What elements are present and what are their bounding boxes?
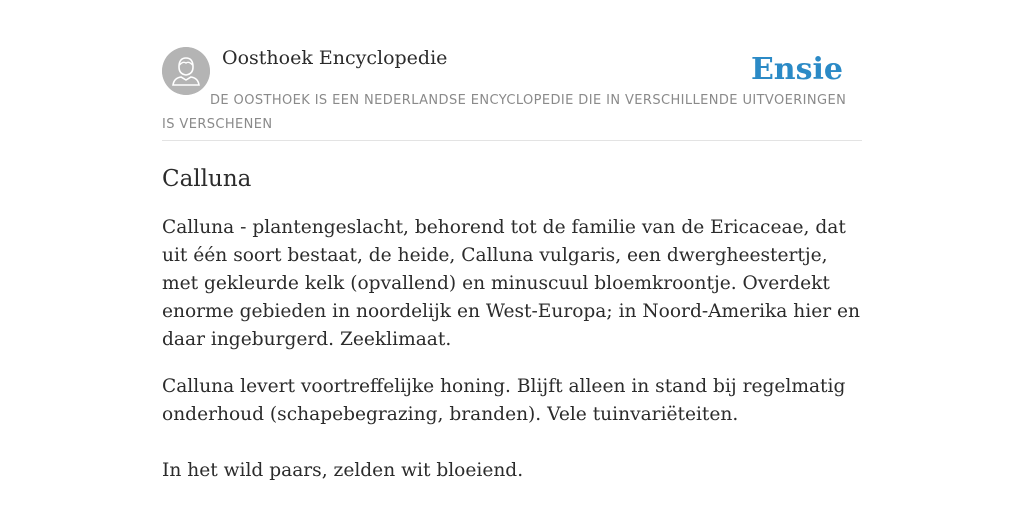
site-header [162, 0, 862, 141]
article-paragraph: Calluna - plantengeslacht, behorend tot de familie van de Ericaceae, dat uit één soort bestaat, de heide, Calluna vulgaris, een dwergheestertje, met gekleurde kelk (opvallend) en minuscuul bloemkroontje. Overdekt enorme gebieden in noordelijk en West-Europa; in Noord-Amerika hier en daar ingeburgerd. Zeeklimaat. [162, 217, 860, 350]
site-tagline: DE OOSTHOEK IS EEN NEDERLANDSE ENCYCLOPEDIE DIE IN VERSCHILLENDE UITVOERINGEN IS VERSCHENEN [162, 93, 847, 132]
avatar[interactable] [162, 47, 210, 95]
article [162, 160, 862, 485]
user-icon [162, 47, 210, 95]
article-title: Calluna [162, 166, 252, 192]
article-paragraph: In het wild paars, zelden wit bloeiend. [162, 460, 524, 481]
article-paragraph: Calluna levert voortreffelijke honing. Blijft alleen in stand bij regelmatig onderhoud (schapebegrazing, branden). Vele tuinvariëteiten. [162, 376, 846, 425]
site-title[interactable]: Oosthoek Encyclopedie [222, 47, 448, 69]
brand-logo[interactable]: Ensie [750, 52, 843, 87]
